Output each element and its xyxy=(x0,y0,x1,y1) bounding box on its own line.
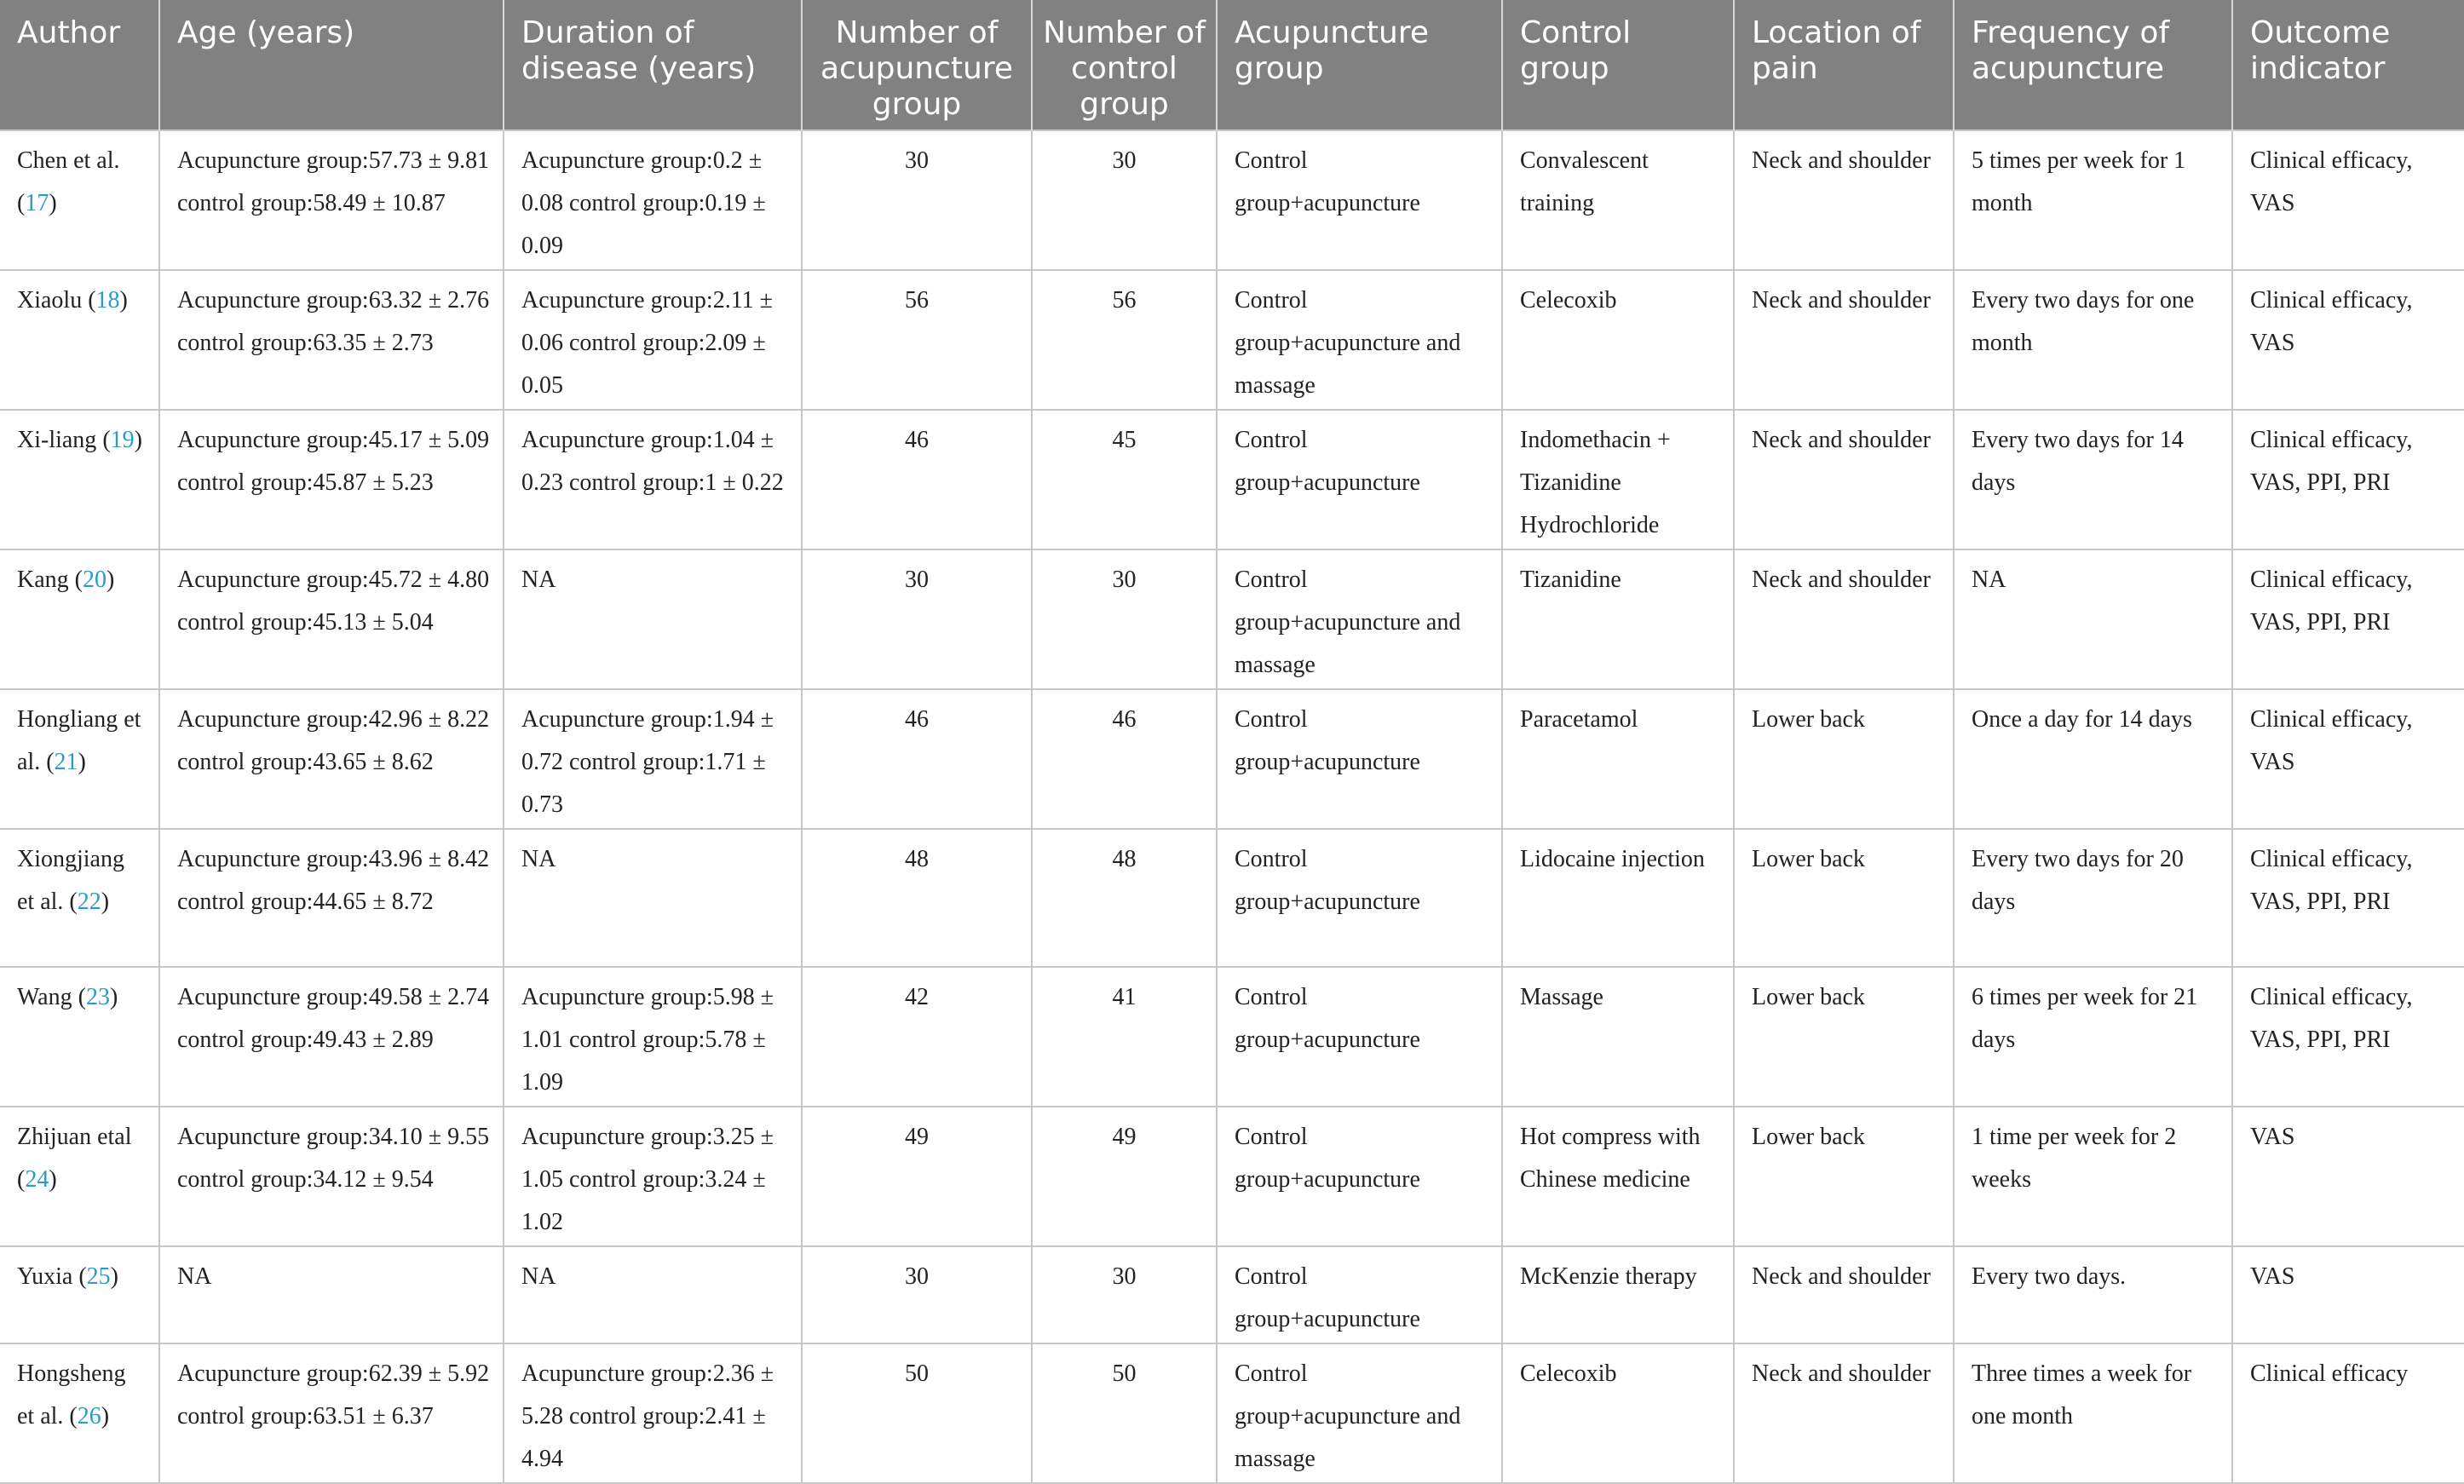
control-group-cell: Tizanidine xyxy=(1502,549,1734,689)
acupuncture-group-cell: Control group+acupuncture xyxy=(1217,130,1502,270)
table-row xyxy=(0,130,2464,270)
author-cell: Yuxia (25) xyxy=(0,1246,159,1343)
control-group-cell: Lidocaine injection xyxy=(1502,829,1734,967)
citation-link[interactable]: 20 xyxy=(82,567,107,593)
outcome-cell: Clinical efficacy, VAS, PPI, PRI xyxy=(2232,829,2464,967)
frequency-cell: 5 times per week for 1 month xyxy=(1954,130,2232,270)
duration-cell: Acupuncture group:3.25 ± 1.05 control group:3.24 ± 1.02 xyxy=(504,1107,802,1246)
duration-cell: Acupuncture group:2.36 ± 5.28 control group:2.41 ± 4.94 xyxy=(504,1343,802,1483)
duration-cell: Acupuncture group:0.2 ± 0.08 control group:0.19 ± 0.09 xyxy=(504,130,802,270)
author-name: Chen et al. xyxy=(17,147,120,174)
column-header-author: Author xyxy=(0,0,159,130)
n-control-cell: 50 xyxy=(1032,1343,1217,1483)
outcome-cell: Clinical efficacy xyxy=(2232,1343,2464,1483)
age-cell: Acupuncture group:57.73 ± 9.81 control group:58.49 ± 10.87 xyxy=(159,130,504,270)
citation-link[interactable]: 21 xyxy=(54,749,78,775)
frequency-cell: Every two days for 20 days xyxy=(1954,829,2232,967)
n-acupuncture-cell: 30 xyxy=(802,1246,1032,1343)
citation-link[interactable]: 23 xyxy=(85,984,110,1010)
column-header-age: Age (years) xyxy=(159,0,504,130)
table-row xyxy=(0,689,2464,829)
author-name: Xiongjiang et al. xyxy=(17,846,124,915)
citation-link[interactable]: 25 xyxy=(86,1263,111,1290)
author-name: Kang xyxy=(17,567,69,593)
outcome-cell: VAS xyxy=(2232,1107,2464,1246)
n-control-cell: 46 xyxy=(1032,689,1217,829)
acupuncture-group-cell: Control group+acupuncture and massage xyxy=(1217,1343,1502,1483)
age-cell: Acupuncture group:63.32 ± 2.76 control group:63.35 ± 2.73 xyxy=(159,270,504,410)
author-cell: Wang (23) xyxy=(0,967,159,1107)
location-cell: Lower back xyxy=(1734,1107,1954,1246)
n-control-cell: 30 xyxy=(1032,130,1217,270)
table-row xyxy=(0,270,2464,410)
frequency-cell: NA xyxy=(1954,549,2232,689)
n-control-cell: 45 xyxy=(1032,410,1217,549)
age-cell: Acupuncture group:42.96 ± 8.22 control group:43.65 ± 8.62 xyxy=(159,689,504,829)
location-cell: Lower back xyxy=(1734,829,1954,967)
location-cell: Lower back xyxy=(1734,967,1954,1107)
n-acupuncture-cell: 48 xyxy=(802,829,1032,967)
control-group-cell: Celecoxib xyxy=(1502,1343,1734,1483)
n-control-cell: 41 xyxy=(1032,967,1217,1107)
duration-cell: NA xyxy=(504,829,802,967)
location-cell: Neck and shoulder xyxy=(1734,130,1954,270)
citation-link[interactable]: 19 xyxy=(110,427,135,453)
n-acupuncture-cell: 30 xyxy=(802,549,1032,689)
citation-link[interactable]: 18 xyxy=(95,287,120,313)
n-acupuncture-cell: 50 xyxy=(802,1343,1032,1483)
outcome-cell: Clinical efficacy, VAS xyxy=(2232,130,2464,270)
frequency-cell: 1 time per week for 2 weeks xyxy=(1954,1107,2232,1246)
location-cell: Neck and shoulder xyxy=(1734,1246,1954,1343)
duration-cell: Acupuncture group:1.94 ± 0.72 control group:1.71 ± 0.73 xyxy=(504,689,802,829)
n-acupuncture-cell: 30 xyxy=(802,130,1032,270)
author-cell: Xiaolu (18) xyxy=(0,270,159,410)
table-row xyxy=(0,829,2464,967)
table-row xyxy=(0,410,2464,549)
duration-cell: Acupuncture group:2.11 ± 0.06 control group:2.09 ± 0.05 xyxy=(504,270,802,410)
outcome-cell: Clinical efficacy, VAS xyxy=(2232,689,2464,829)
citation-link[interactable]: 22 xyxy=(77,889,101,915)
location-cell: Neck and shoulder xyxy=(1734,1343,1954,1483)
duration-cell: Acupuncture group:1.04 ± 0.23 control group:1 ± 0.22 xyxy=(504,410,802,549)
author-name: Wang xyxy=(17,984,72,1010)
frequency-cell: Every two days for one month xyxy=(1954,270,2232,410)
control-group-cell: Hot compress with Chinese medicine xyxy=(1502,1107,1734,1246)
citation-link[interactable]: 24 xyxy=(25,1166,49,1193)
author-name: Hongliang et al. xyxy=(17,706,141,775)
column-header-n-acupuncture: Number of acupuncture group xyxy=(802,0,1032,130)
outcome-cell: Clinical efficacy, VAS, PPI, PRI xyxy=(2232,549,2464,689)
author-name: Xiaolu xyxy=(17,287,83,313)
n-control-cell: 30 xyxy=(1032,549,1217,689)
frequency-cell: Every two days. xyxy=(1954,1246,2232,1343)
age-cell: Acupuncture group:43.96 ± 8.42 control group:44.65 ± 8.72 xyxy=(159,829,504,967)
column-header-duration: Duration of disease (years) xyxy=(504,0,802,130)
column-header-location: Location of pain xyxy=(1734,0,1954,130)
control-group-cell: Convalescent training xyxy=(1502,130,1734,270)
table-row xyxy=(0,1343,2464,1483)
author-cell: Xi-liang (19) xyxy=(0,410,159,549)
author-cell: Chen et al. (17) xyxy=(0,130,159,270)
table-row xyxy=(0,1107,2464,1246)
location-cell: Lower back xyxy=(1734,689,1954,829)
n-acupuncture-cell: 49 xyxy=(802,1107,1032,1246)
citation-link[interactable]: 17 xyxy=(25,190,49,216)
table-row xyxy=(0,549,2464,689)
citation-link[interactable]: 26 xyxy=(77,1403,101,1429)
outcome-cell: Clinical efficacy, VAS, PPI, PRI xyxy=(2232,410,2464,549)
outcome-cell: Clinical efficacy, VAS, PPI, PRI xyxy=(2232,967,2464,1107)
table-row xyxy=(0,1246,2464,1343)
n-control-cell: 30 xyxy=(1032,1246,1217,1343)
age-cell: NA xyxy=(159,1246,504,1343)
outcome-cell: VAS xyxy=(2232,1246,2464,1343)
control-group-cell: Paracetamol xyxy=(1502,689,1734,829)
n-acupuncture-cell: 56 xyxy=(802,270,1032,410)
location-cell: Neck and shoulder xyxy=(1734,410,1954,549)
control-group-cell: Celecoxib xyxy=(1502,270,1734,410)
author-name: Zhijuan etal xyxy=(17,1124,132,1150)
control-group-cell: Massage xyxy=(1502,967,1734,1107)
age-cell: Acupuncture group:62.39 ± 5.92 control group:63.51 ± 6.37 xyxy=(159,1343,504,1483)
n-acupuncture-cell: 46 xyxy=(802,410,1032,549)
acupuncture-group-cell: Control group+acupuncture and massage xyxy=(1217,270,1502,410)
column-header-control-group: Control group xyxy=(1502,0,1734,130)
n-acupuncture-cell: 42 xyxy=(802,967,1032,1107)
column-header-outcome: Outcome indicator xyxy=(2232,0,2464,130)
control-group-cell: McKenzie therapy xyxy=(1502,1246,1734,1343)
duration-cell: NA xyxy=(504,549,802,689)
n-control-cell: 48 xyxy=(1032,829,1217,967)
n-control-cell: 56 xyxy=(1032,270,1217,410)
control-group-cell: Indomethacin + Tizanidine Hydrochloride xyxy=(1502,410,1734,549)
age-cell: Acupuncture group:45.17 ± 5.09 control group:45.87 ± 5.23 xyxy=(159,410,504,549)
author-name: Xi-liang xyxy=(17,427,97,453)
author-cell: Zhijuan etal (24) xyxy=(0,1107,159,1246)
author-cell: Xiongjiang et al. (22) xyxy=(0,829,159,967)
acupuncture-group-cell: Control group+acupuncture xyxy=(1217,1107,1502,1246)
age-cell: Acupuncture group:45.72 ± 4.80 control group:45.13 ± 5.04 xyxy=(159,549,504,689)
author-cell: Hongsheng et al. (26) xyxy=(0,1343,159,1483)
location-cell: Neck and shoulder xyxy=(1734,270,1954,410)
acupuncture-group-cell: Control group+acupuncture xyxy=(1217,1246,1502,1343)
location-cell: Neck and shoulder xyxy=(1734,549,1954,689)
acupuncture-group-cell: Control group+acupuncture xyxy=(1217,829,1502,967)
frequency-cell: Once a day for 14 days xyxy=(1954,689,2232,829)
outcome-cell: Clinical efficacy, VAS xyxy=(2232,270,2464,410)
table-row xyxy=(0,967,2464,1107)
age-cell: Acupuncture group:34.10 ± 9.55 control group:34.12 ± 9.54 xyxy=(159,1107,504,1246)
acupuncture-group-cell: Control group+acupuncture xyxy=(1217,967,1502,1107)
duration-cell: NA xyxy=(504,1246,802,1343)
n-control-cell: 49 xyxy=(1032,1107,1217,1246)
column-header-n-control: Number of control group xyxy=(1032,0,1217,130)
n-acupuncture-cell: 46 xyxy=(802,689,1032,829)
duration-cell: Acupuncture group:5.98 ± 1.01 control group:5.78 ± 1.09 xyxy=(504,967,802,1107)
column-header-acupuncture-group: Acupuncture group xyxy=(1217,0,1502,130)
acupuncture-group-cell: Control group+acupuncture xyxy=(1217,410,1502,549)
author-cell: Hongliang et al. (21) xyxy=(0,689,159,829)
author-name: Hongsheng et al. xyxy=(17,1360,126,1429)
acupuncture-group-cell: Control group+acupuncture and massage xyxy=(1217,549,1502,689)
frequency-cell: Every two days for 14 days xyxy=(1954,410,2232,549)
author-name: Yuxia xyxy=(17,1263,73,1290)
header-row xyxy=(0,0,2464,130)
author-cell: Kang (20) xyxy=(0,549,159,689)
acupuncture-group-cell: Control group+acupuncture xyxy=(1217,689,1502,829)
frequency-cell: 6 times per week for 21 days xyxy=(1954,967,2232,1107)
table-body xyxy=(0,130,2464,1483)
frequency-cell: Three times a week for one month xyxy=(1954,1343,2232,1483)
age-cell: Acupuncture group:49.58 ± 2.74 control group:49.43 ± 2.89 xyxy=(159,967,504,1107)
column-header-frequency: Frequency of acupuncture xyxy=(1954,0,2232,130)
